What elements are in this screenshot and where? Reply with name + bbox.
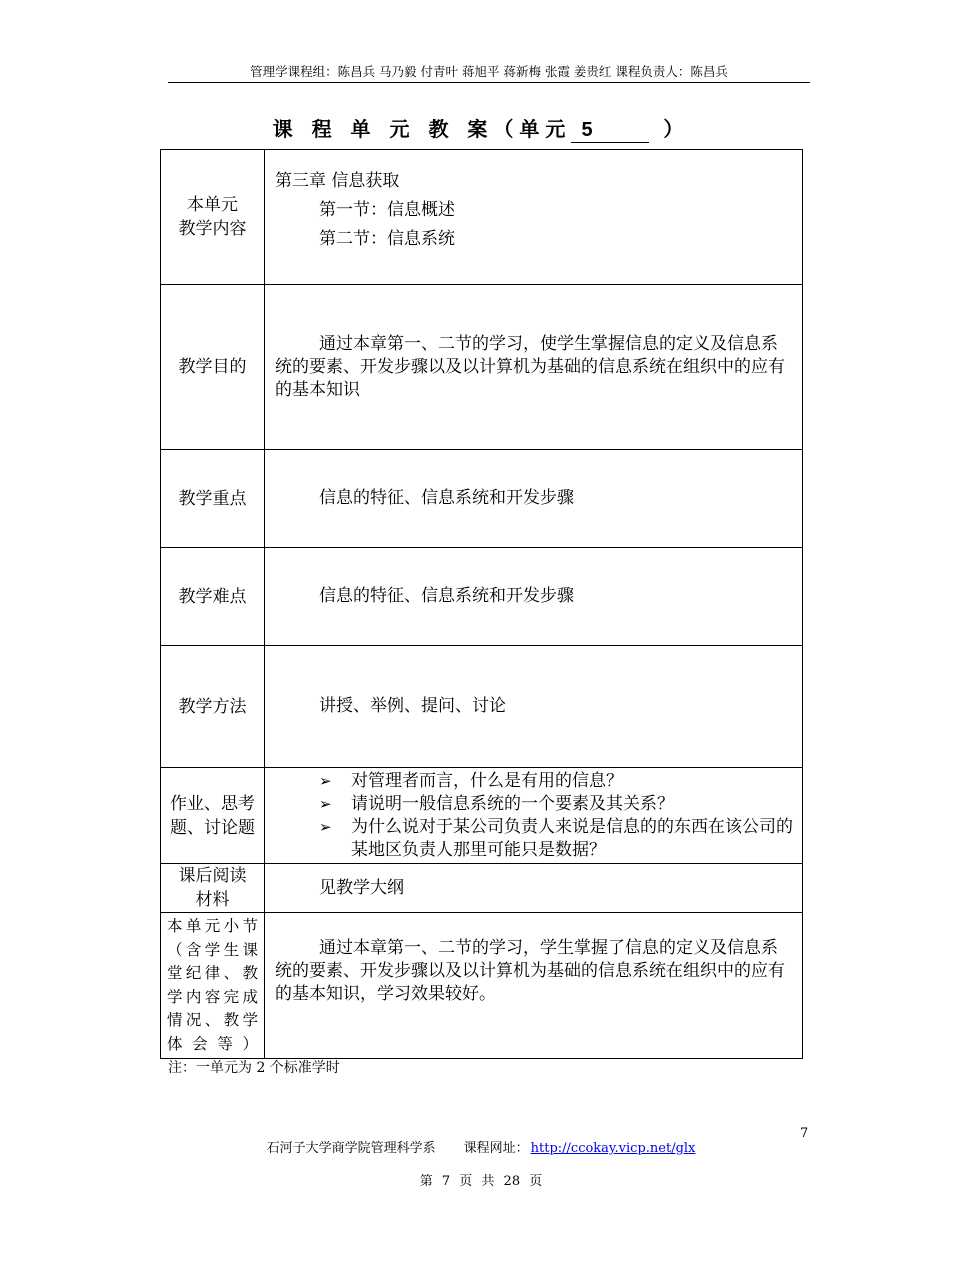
site-label: 课程网址： bbox=[463, 1141, 529, 1156]
methods-text: 讲授、举例、提问、讨论 bbox=[319, 696, 506, 716]
label-teaching-content: 本单元 教学内容 bbox=[161, 150, 265, 285]
row-key-points bbox=[161, 450, 803, 548]
reading-text: 见教学大纲 bbox=[319, 877, 404, 898]
row-summary bbox=[161, 913, 803, 1059]
row-difficulties bbox=[161, 548, 803, 646]
page-number: 7 bbox=[800, 1126, 809, 1141]
course-site-link[interactable]: http://ccokay.vicp.net/glx bbox=[530, 1141, 696, 1156]
page-title bbox=[160, 113, 802, 143]
question-item: ➢ 请说明一般信息系统的一个要素及其关系？ bbox=[319, 793, 674, 814]
label-difficulties: 教学难点 bbox=[161, 548, 265, 646]
section-1: 第一节：信息概述 bbox=[319, 200, 455, 220]
row-homework bbox=[161, 768, 803, 864]
page-count: 第 7 页 共 28 页 bbox=[419, 1174, 543, 1189]
label-summary: 本单元小节（含学生课堂纪律、教学内容完成情况、教学体会等） bbox=[161, 913, 265, 1059]
key-points-text: 信息的特征、信息系统和开发步骤 bbox=[319, 488, 574, 508]
lesson-plan-table bbox=[160, 149, 803, 1059]
label-methods: 教学方法 bbox=[161, 646, 265, 768]
arrow-bullet-icon: ➢ bbox=[319, 817, 332, 836]
unit-number: 5 bbox=[571, 119, 649, 143]
page-header: 管理学课程组：陈昌兵 马乃毅 付青叶 蒋旭平 蒋新梅 张霞 姜贵红 课程负责人：陈昌兵 bbox=[168, 62, 810, 83]
cell-difficulties bbox=[265, 548, 803, 646]
question-item: ➢ 为什么说对于某公司负责人来说是信息的的东西在该公司的某地区负责人那里可能只是数据？ bbox=[319, 816, 793, 860]
department-name: 石河子大学商学院管理科学系 bbox=[266, 1141, 436, 1156]
title-prefix: 课 程 单 元 教 案（单元 bbox=[272, 117, 572, 141]
difficulties-text: 信息的特征、信息系统和开发步骤 bbox=[319, 586, 574, 606]
arrow-bullet-icon: ➢ bbox=[319, 771, 332, 790]
row-reading bbox=[161, 864, 803, 913]
cell-reading bbox=[265, 864, 803, 913]
cell-summary bbox=[265, 913, 803, 1059]
page-footer bbox=[160, 1137, 802, 1156]
summary-text: 通过本章第一、二节的学习，学生掌握了信息的定义及信息系统的要素、开发步骤以及以计算机为基础的信息系统在组织中的应有的基本知识，学习效果较好。 bbox=[275, 938, 785, 1004]
row-teaching-objective bbox=[161, 285, 803, 450]
title-suffix: ） bbox=[663, 117, 690, 141]
footnote: 注：一单元为 2 个标准学时 bbox=[168, 1060, 340, 1076]
label-reading: 课后阅读 材料 bbox=[161, 864, 265, 913]
row-teaching-content bbox=[161, 150, 803, 285]
row-methods bbox=[161, 646, 803, 768]
question-list bbox=[275, 770, 794, 862]
chapter-title: 第三章 信息获取 bbox=[275, 171, 400, 191]
section-2: 第二节：信息系统 bbox=[319, 229, 455, 249]
cell-methods bbox=[265, 646, 803, 768]
label-teaching-objective: 教学目的 bbox=[161, 285, 265, 450]
arrow-bullet-icon: ➢ bbox=[319, 794, 332, 813]
label-key-points: 教学重点 bbox=[161, 450, 265, 548]
question-item: ➢ 对管理者而言，什么是有用的信息？ bbox=[319, 770, 623, 791]
objective-text: 通过本章第一、二节的学习，使学生掌握信息的定义及信息系统的要素、开发步骤以及以计算机为基础的信息系统在组织中的应有的基本知识 bbox=[275, 333, 785, 400]
cell-teaching-objective bbox=[265, 285, 803, 450]
cell-homework bbox=[265, 768, 803, 864]
label-homework: 作业、思考 题、讨论题 bbox=[161, 768, 265, 864]
cell-teaching-content bbox=[265, 150, 803, 285]
cell-key-points bbox=[265, 450, 803, 548]
